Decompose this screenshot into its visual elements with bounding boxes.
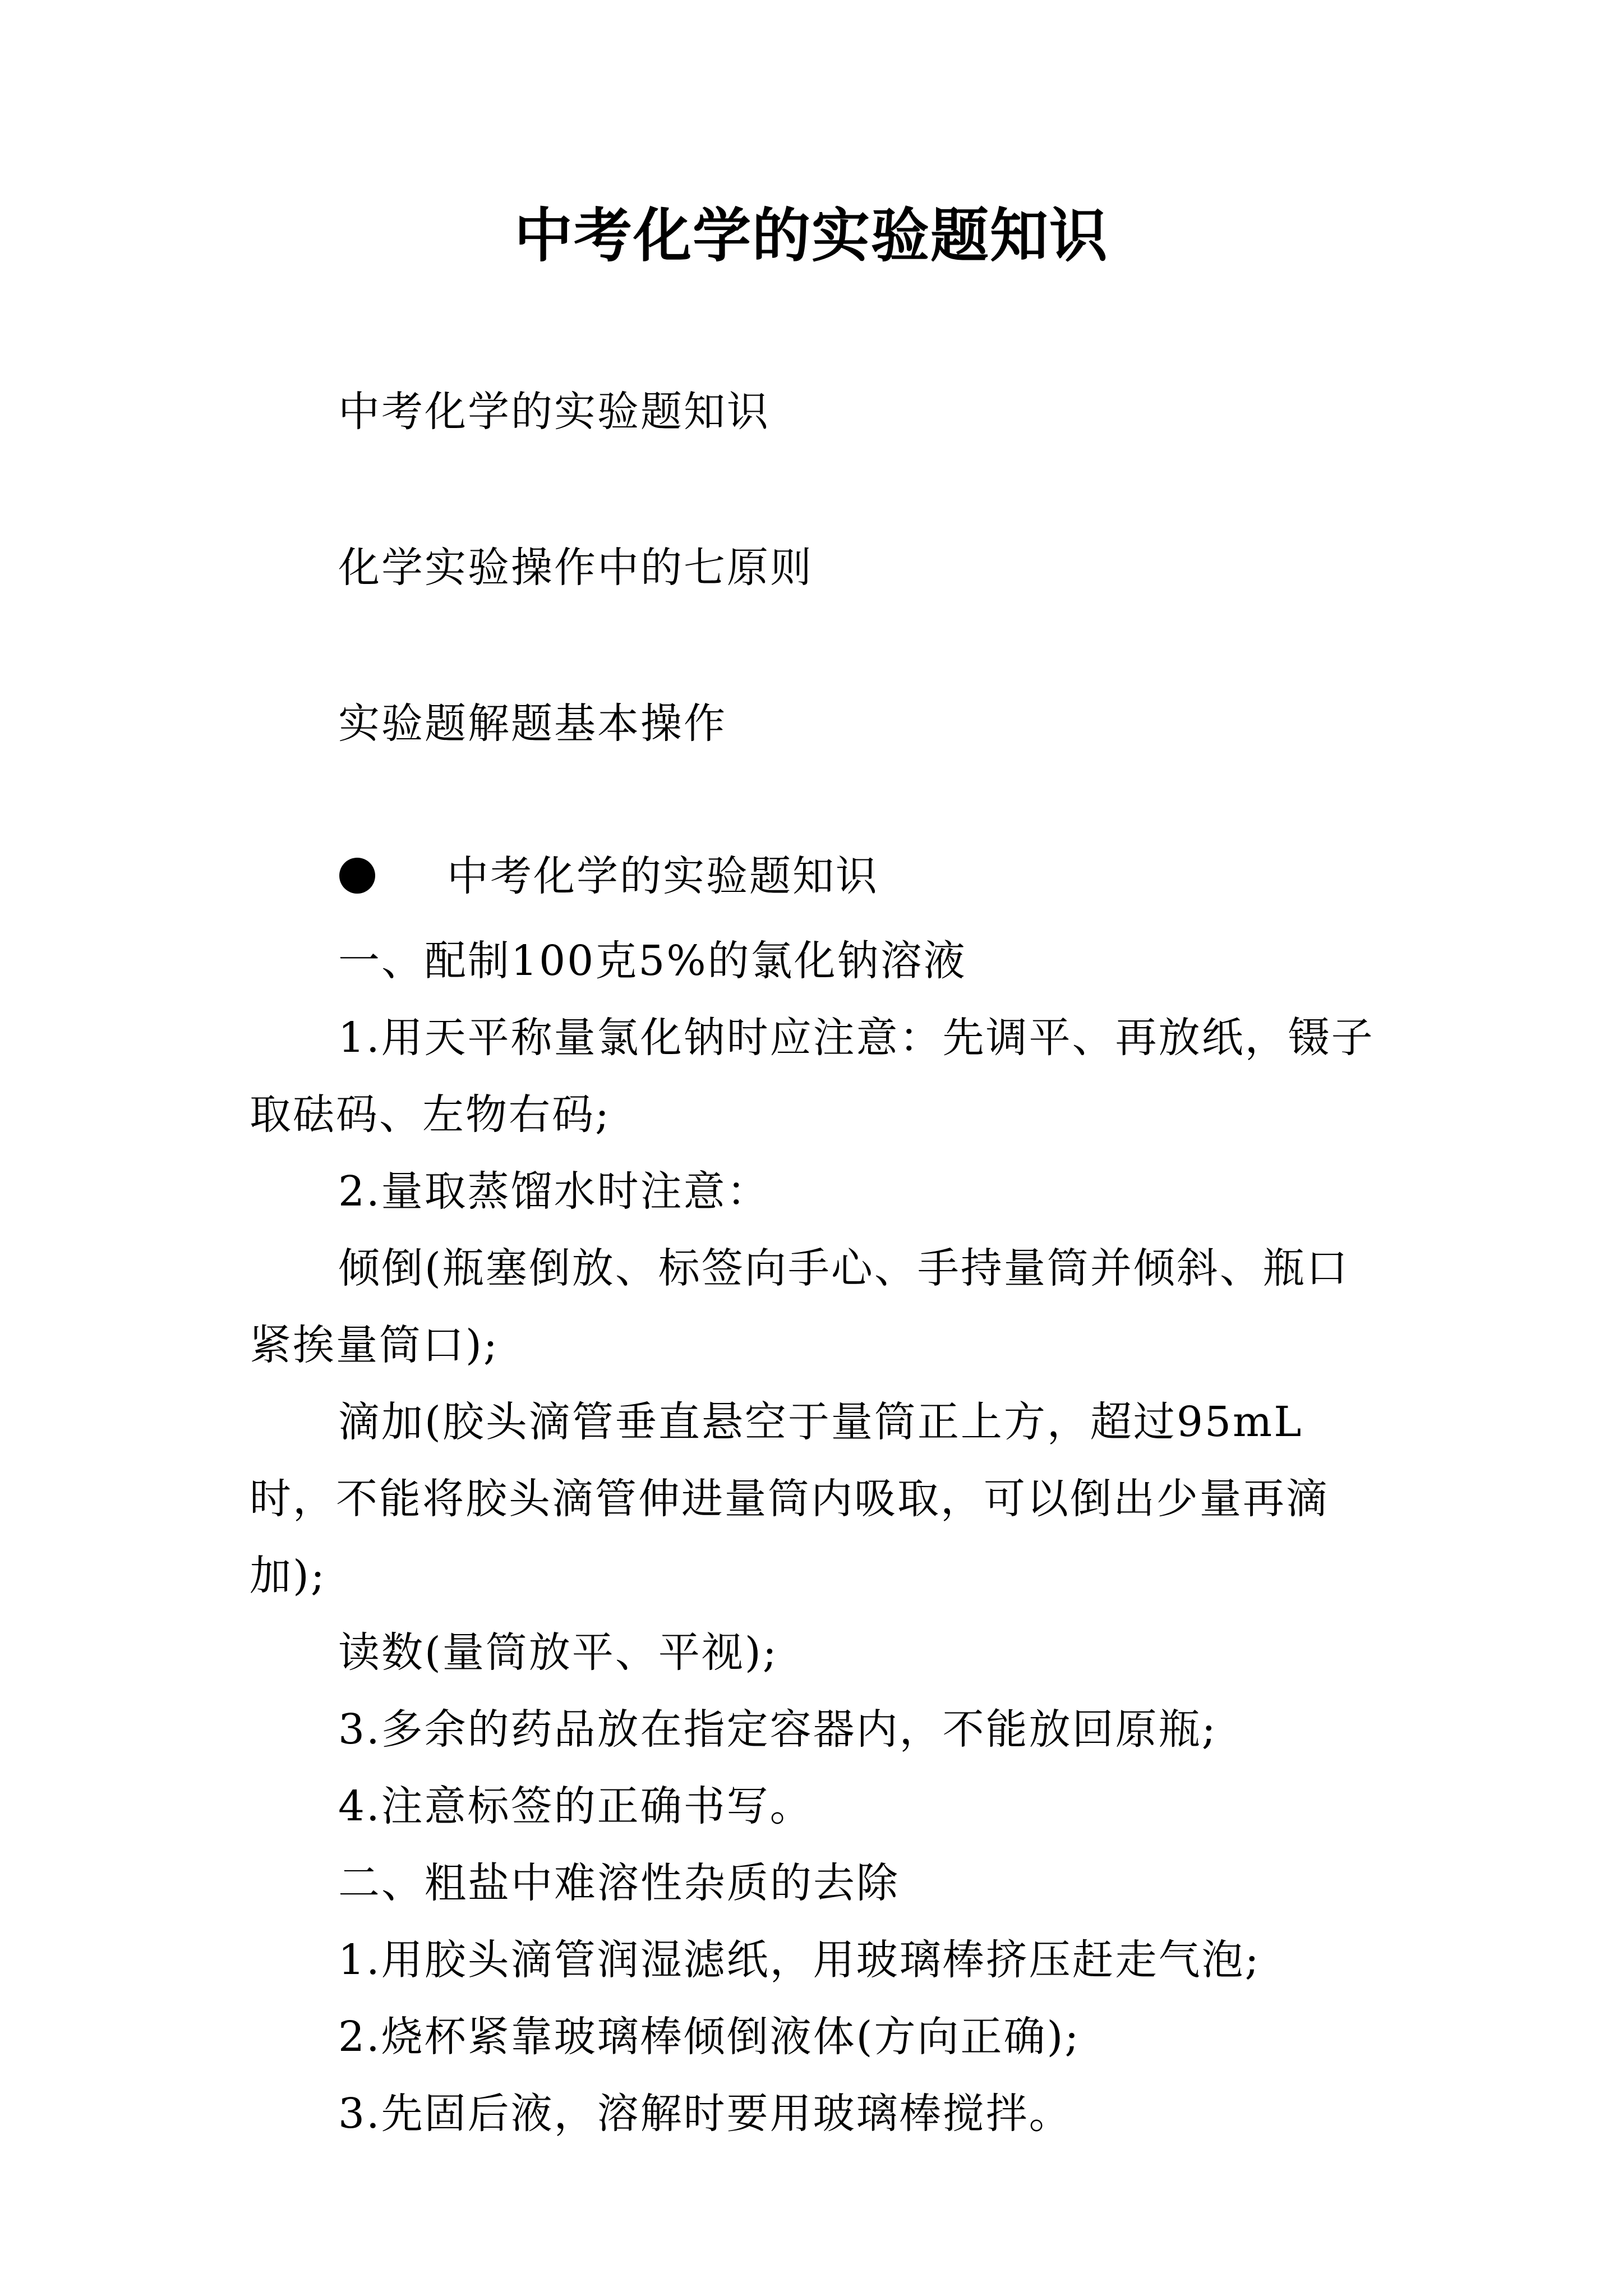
paragraph-3: 2.量取蒸馏水时注意： bbox=[338, 1167, 770, 1216]
paragraph-5: 滴加(胶头滴管垂直悬空于量筒正上方，超过95mL时，不能将胶头滴管伸进量筒内吸取，可以倒出少量再滴加); bbox=[250, 1398, 1329, 1600]
bullet-icon bbox=[339, 858, 375, 894]
section-heading-text: 中考化学的实验题知识 bbox=[447, 852, 879, 900]
paragraph-10: 1.用胶头滴管润湿滤纸，用玻璃棒挤压赶走气泡; bbox=[338, 1936, 1261, 1984]
toc-item-3: 实验题解题基本操作 bbox=[338, 700, 727, 748]
paragraph-12: 3.先固后液，溶解时要用玻璃棒搅拌。 bbox=[338, 2090, 1072, 2138]
paragraph-9: 二、粗盐中难溶性杂质的去除 bbox=[338, 1859, 900, 1907]
toc-item-1: 中考化学的实验题知识 bbox=[338, 388, 770, 436]
toc-item-2: 化学实验操作中的七原则 bbox=[338, 544, 813, 592]
body-text bbox=[250, 923, 1388, 2152]
document-title: 中考化学的实验题知识 bbox=[514, 201, 1109, 270]
paragraph-4: 倾倒(瓶塞倒放、标签向手心、手持量筒并倾斜、瓶口紧挨量筒口); bbox=[250, 1244, 1349, 1369]
section-heading bbox=[338, 848, 1404, 904]
paragraph-11: 2.烧杯紧靠玻璃棒倾倒液体(方向正确); bbox=[338, 2013, 1081, 2061]
paragraph-2: 1.用天平称量氯化钠时应注意：先调平、再放纸，镊子取砝码、左物右码; bbox=[250, 1014, 1375, 1139]
paragraph-6: 读数(量筒放平、平视); bbox=[338, 1628, 778, 1677]
paragraph-8: 4.注意标签的正确书写。 bbox=[338, 1782, 813, 1830]
paragraph-7: 3.多余的药品放在指定容器内，不能放回原瓶; bbox=[338, 1705, 1218, 1754]
paragraph-1: 一、配制100克5%的氯化钠溶液 bbox=[338, 937, 967, 985]
